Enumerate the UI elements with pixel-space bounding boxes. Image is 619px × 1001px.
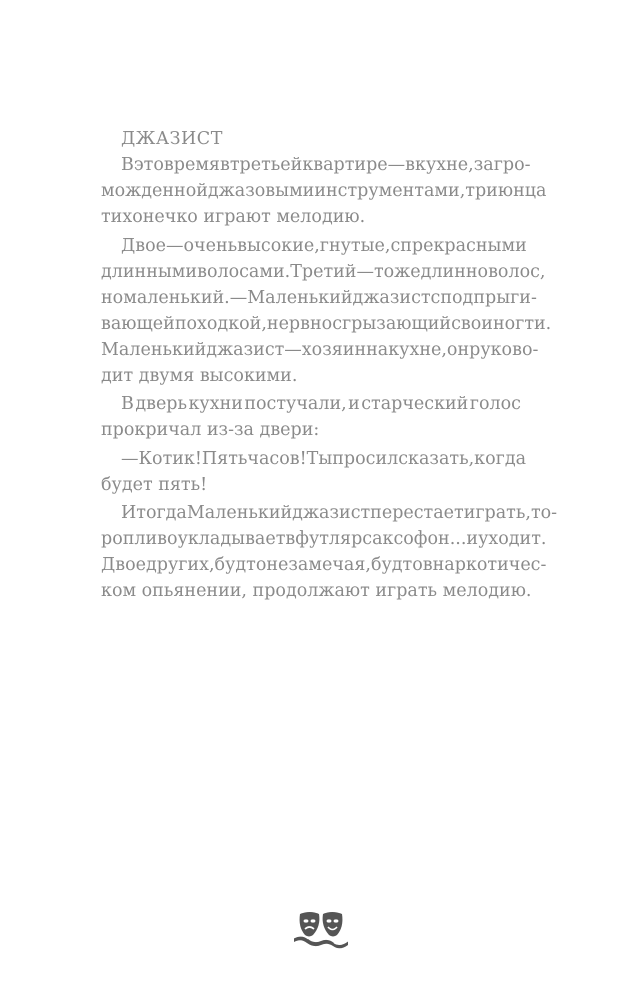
word: В: [121, 155, 134, 175]
text-line: ком опьянении, продолжают играть мелодию.: [101, 581, 532, 601]
word: голос: [469, 394, 521, 414]
word: длинными: [101, 262, 198, 282]
word: укладывает: [177, 529, 286, 549]
word: Котик!: [138, 449, 202, 469]
word: и: [348, 394, 360, 414]
word: но: [101, 288, 124, 308]
word: Двое: [101, 555, 146, 575]
word: с: [390, 236, 401, 256]
word: сгрызающий: [332, 314, 452, 334]
word: просил: [332, 449, 399, 469]
word: —: [284, 340, 302, 360]
word: джазист: [352, 288, 431, 308]
word: вающей: [101, 314, 175, 334]
word: замечая,: [288, 555, 371, 575]
word: тоже: [373, 262, 421, 282]
word: Ты: [306, 449, 333, 469]
word: Маленький: [247, 288, 353, 308]
word: нервно: [266, 314, 333, 334]
text-line: [101, 259, 546, 285]
word: уходит.: [478, 529, 547, 549]
text-line: [101, 337, 539, 363]
word: играть,: [463, 503, 531, 523]
word: постучали,: [244, 394, 347, 414]
word: высокие,: [237, 236, 320, 256]
theatre-masks-icon: [292, 908, 350, 950]
word: Маленький: [186, 503, 293, 523]
word: кухне,: [388, 340, 447, 360]
text-line: прокричал из-за двери:: [101, 420, 320, 440]
word: загро-: [473, 155, 531, 175]
word: джазовыми: [207, 181, 315, 201]
word: джазист: [206, 340, 285, 360]
word: ногти.: [492, 314, 552, 334]
word: Пять: [201, 449, 248, 469]
word: —: [121, 449, 139, 469]
word: —: [165, 236, 184, 256]
text-line: [121, 500, 558, 526]
word: в: [405, 155, 416, 175]
word: маленький.: [123, 288, 230, 308]
word: других,: [145, 555, 215, 575]
word: подпрыги-: [440, 288, 537, 308]
text-line: [101, 526, 547, 552]
word: часов!: [247, 449, 307, 469]
text-line: будет пять!: [101, 475, 208, 495]
word: третьей: [229, 155, 303, 175]
text-line: [121, 233, 527, 259]
word: руково-: [469, 340, 539, 360]
word: в: [219, 155, 230, 175]
word: старческий: [361, 394, 469, 414]
text-line: [101, 178, 547, 204]
word: Маленький: [101, 340, 207, 360]
word: перестает: [370, 503, 464, 523]
text-line: тихонечко играют мелодию.: [101, 207, 366, 227]
word: гнутые,: [319, 236, 391, 256]
text-line: [101, 552, 547, 578]
word: время: [163, 155, 220, 175]
word: В: [121, 394, 134, 414]
word: не: [266, 555, 289, 575]
word: инструментами,: [314, 181, 466, 201]
word: будто: [214, 555, 267, 575]
word: —: [229, 288, 248, 308]
word: будто: [370, 555, 423, 575]
word: И: [121, 503, 137, 523]
word: кухне,: [415, 155, 474, 175]
text-line: [121, 391, 521, 417]
word: волосами.: [197, 262, 291, 282]
word: Двое: [121, 236, 166, 256]
word: то-: [530, 503, 558, 523]
word: с: [430, 288, 441, 308]
word: кухни: [188, 394, 243, 414]
word: в: [422, 555, 433, 575]
text-line: [121, 446, 527, 472]
word: хозяин: [301, 340, 367, 360]
word: это: [133, 155, 164, 175]
text-line: [121, 152, 531, 178]
word: наркотичес-: [432, 555, 547, 575]
word: —: [387, 155, 406, 175]
word: и: [466, 529, 479, 549]
word: прекрасными: [400, 236, 527, 256]
word: —: [356, 262, 374, 282]
word: футляр: [295, 529, 363, 549]
word: походкой,: [174, 314, 267, 334]
text-line: [101, 311, 552, 337]
chapter-heading: ДЖАЗИСТ: [121, 129, 223, 149]
word: он: [446, 340, 470, 360]
word: ропливо: [101, 529, 178, 549]
text-line: [101, 285, 537, 311]
word: юнца: [497, 181, 547, 201]
word: очень: [183, 236, 238, 256]
word: когда: [474, 449, 527, 469]
word: можденной: [101, 181, 208, 201]
word: три: [465, 181, 498, 201]
text-line: дит двумя высокими.: [101, 366, 298, 386]
word: тогда: [136, 503, 187, 523]
word: квартире: [302, 155, 388, 175]
word: сказать,: [398, 449, 475, 469]
word: в: [285, 529, 296, 549]
word: саксофон...: [362, 529, 467, 549]
word: длинноволос,: [420, 262, 546, 282]
word: джазист: [292, 503, 371, 523]
word: на: [366, 340, 389, 360]
word: Третий: [290, 262, 357, 282]
word: свои: [451, 314, 493, 334]
word: дверь: [135, 394, 188, 414]
